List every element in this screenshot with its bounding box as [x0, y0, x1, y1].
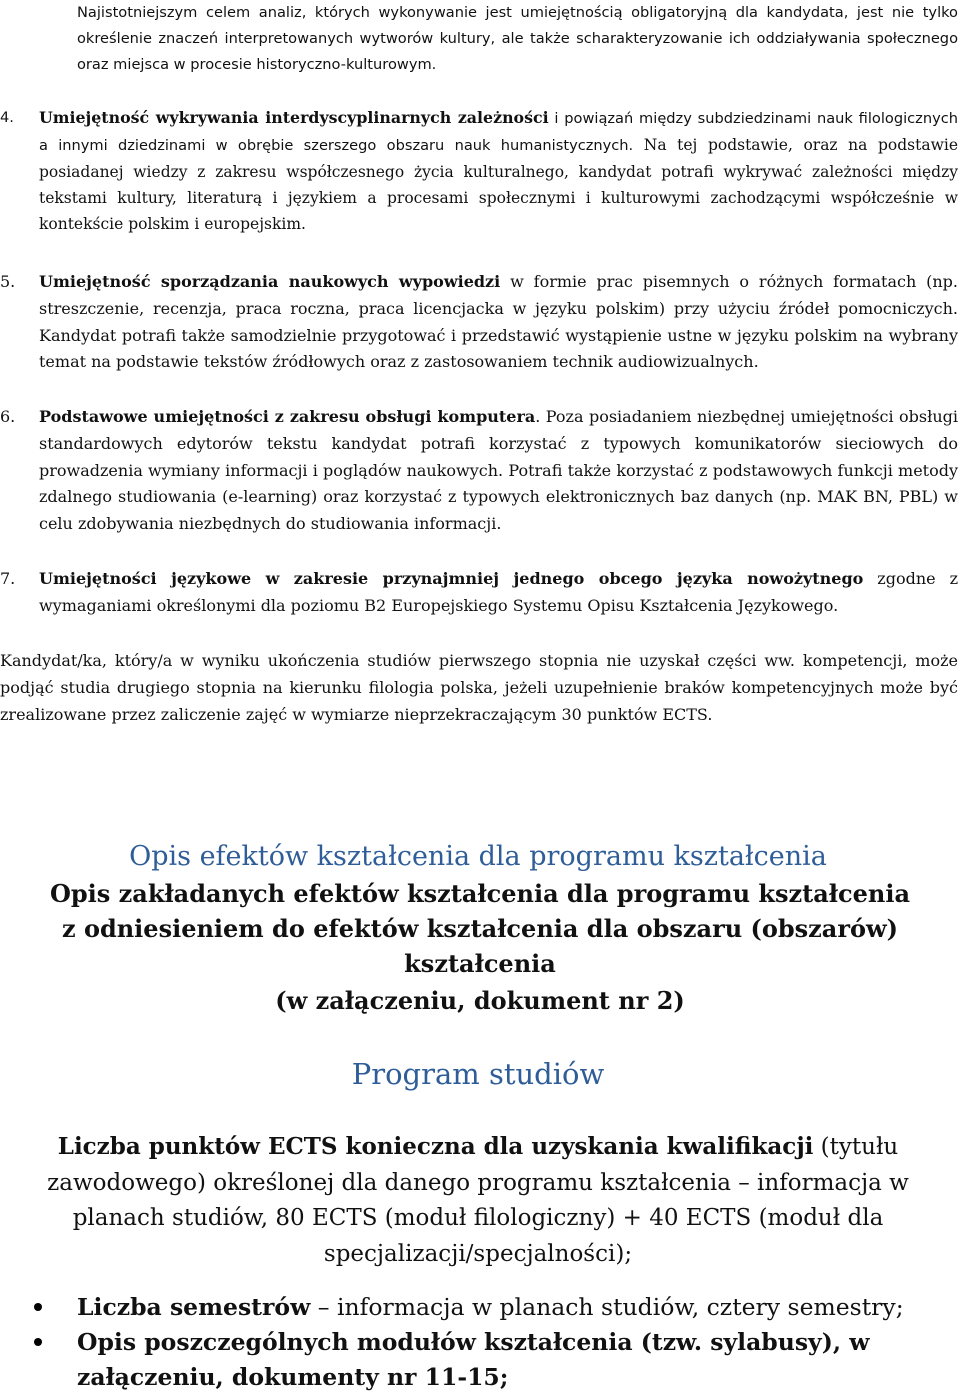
bullet-item-1	[0, 1290, 960, 1325]
intro-paragraph	[77, 0, 958, 78]
ects-text: (tytułu zawodowego) określonej dla danego programu kształcenia – informacja w planach studiów, 80 ECTS (moduł filologiczny) + 40 ECTS (moduł dla specjalizacji/specjalności);	[47, 1134, 909, 1267]
item-number: 4.	[0, 109, 14, 126]
heading-program	[0, 1057, 956, 1091]
ects-paragraph	[10, 1129, 946, 1272]
subheading-line-3: (w załączeniu, dokument nr 2)	[275, 986, 685, 1015]
bullet-heading: Liczba semestrów	[77, 1293, 311, 1321]
item-heading: Podstawowe umiejętności z zakresu obsługi komputera	[39, 407, 536, 426]
item-number: 6.	[0, 407, 16, 426]
heading-program-text: Program studiów	[351, 1057, 605, 1091]
item-heading: Umiejętność wykrywania interdyscyplinarnych zależności	[39, 108, 549, 127]
list-item-6	[0, 404, 958, 538]
item-text: zgodne z wymaganiami określonymi dla poziomu B2 Europejskiego Systemu Opisu Kształcenia Językowego.	[39, 569, 959, 615]
bullet-dot	[34, 1338, 42, 1346]
item-heading: Umiejętność sporządzania naukowych wypowiedzi	[39, 272, 501, 291]
list-item-5	[0, 269, 959, 376]
closing-paragraph	[0, 648, 958, 728]
list-item-4	[0, 105, 958, 238]
subheading-line-2: z odniesieniem do efektów kształcenia dla obszaru (obszarów) kształcenia	[61, 914, 899, 978]
item-text: i powiązań między subdziedzinami nauk filologicznych a innymi dziedzinami w obrębie szerszego obszaru nauk humanistycznych.	[39, 110, 958, 154]
bullet-dot	[34, 1303, 42, 1311]
closing-text: Kandydat/ka, który/a w wyniku ukończenia studiów pierwszego stopnia nie uzyskał części ww. kompetencji, może podjąć studia drugiego stopnia na kierunku filologia polska, jeżeli uzupełnienie braków kompetencyjnych może być zrealizowane przez zaliczenie zajęć w wymiarze nieprzekraczającym 30 punktów ECTS.	[0, 651, 958, 724]
item-number: 5.	[0, 272, 16, 291]
subheading-block	[0, 876, 960, 1018]
subheading-line-1: Opis zakładanych efektów kształcenia dla programu kształcenia	[49, 879, 911, 908]
heading-efekty	[0, 840, 956, 874]
item-heading: Umiejętności językowe w zakresie przynajmniej jednego obcego języka nowożytnego	[39, 569, 864, 588]
item-number: 7.	[0, 569, 16, 588]
item-text: . Poza posiadaniem niezbędnej umiejętności obsługi standardowych edytorów tekstu kandydat potrafi korzystać z typowych komunikatorów sieciowych do prowadzenia wymiany informacji i poglądów naukowych. Potrafi także korzystać z podstawowych funkcji metody zdalnego studiowania (e-learning) oraz korzystać z typowych elektronicznych baz danych (np. MAK BN, PBL) w celu zdobywania niezbędnych do studiowania informacji.	[39, 407, 958, 534]
heading-efekty-text: Opis efektów kształcenia dla programu kształcenia	[129, 841, 827, 872]
list-item-7	[0, 566, 959, 620]
bullet-heading: Opis poszczególnych modułów kształcenia (tzw. sylabusy), w załączeniu, dokumenty nr 11-15;	[77, 1328, 870, 1391]
item-text: w formie prac pisemnych o różnych formatach (np. streszczenie, recenzja, praca roczna, praca licencjacka w języku polskim) przy użyciu źródeł pomocniczych. Kandydat potrafi także samodzielnie przygotować i przedstawić wystąpienie ustne w języku polskim na wybrany temat na podstawie tekstów źródłowych oraz z zastosowaniem technik audiowizualnych.	[39, 272, 959, 372]
item-text-cont: Na tej podstawie, oraz na podstawie posiadanej wiedzy z zakresu współczesnego życia kulturalnego, kandydat potrafi wykrywać zależności między tekstami kultury, literaturą i językiem a procesami społecznymi i kulturowymi zachodzącymi współcześnie w kontekście polskim i europejskim.	[39, 136, 958, 234]
bullet-item-2	[0, 1325, 960, 1393]
bullet-text: – informacja w planach studiów, cztery semestry;	[310, 1293, 904, 1321]
ects-heading: Liczba punktów ECTS konieczna dla uzyskania kwalifikacji	[57, 1133, 814, 1160]
intro-text: Najistotniejszym celem analiz, których wykonywanie jest umiejętnością obligatoryjną dla kandydata, jest nie tylko określenie znaczeń interpretowanych wytworów kultury, ale także scharakteryzowanie ich oddziaływania społecznego oraz miejsca w procesie historyczno-kulturowym.	[77, 4, 958, 73]
